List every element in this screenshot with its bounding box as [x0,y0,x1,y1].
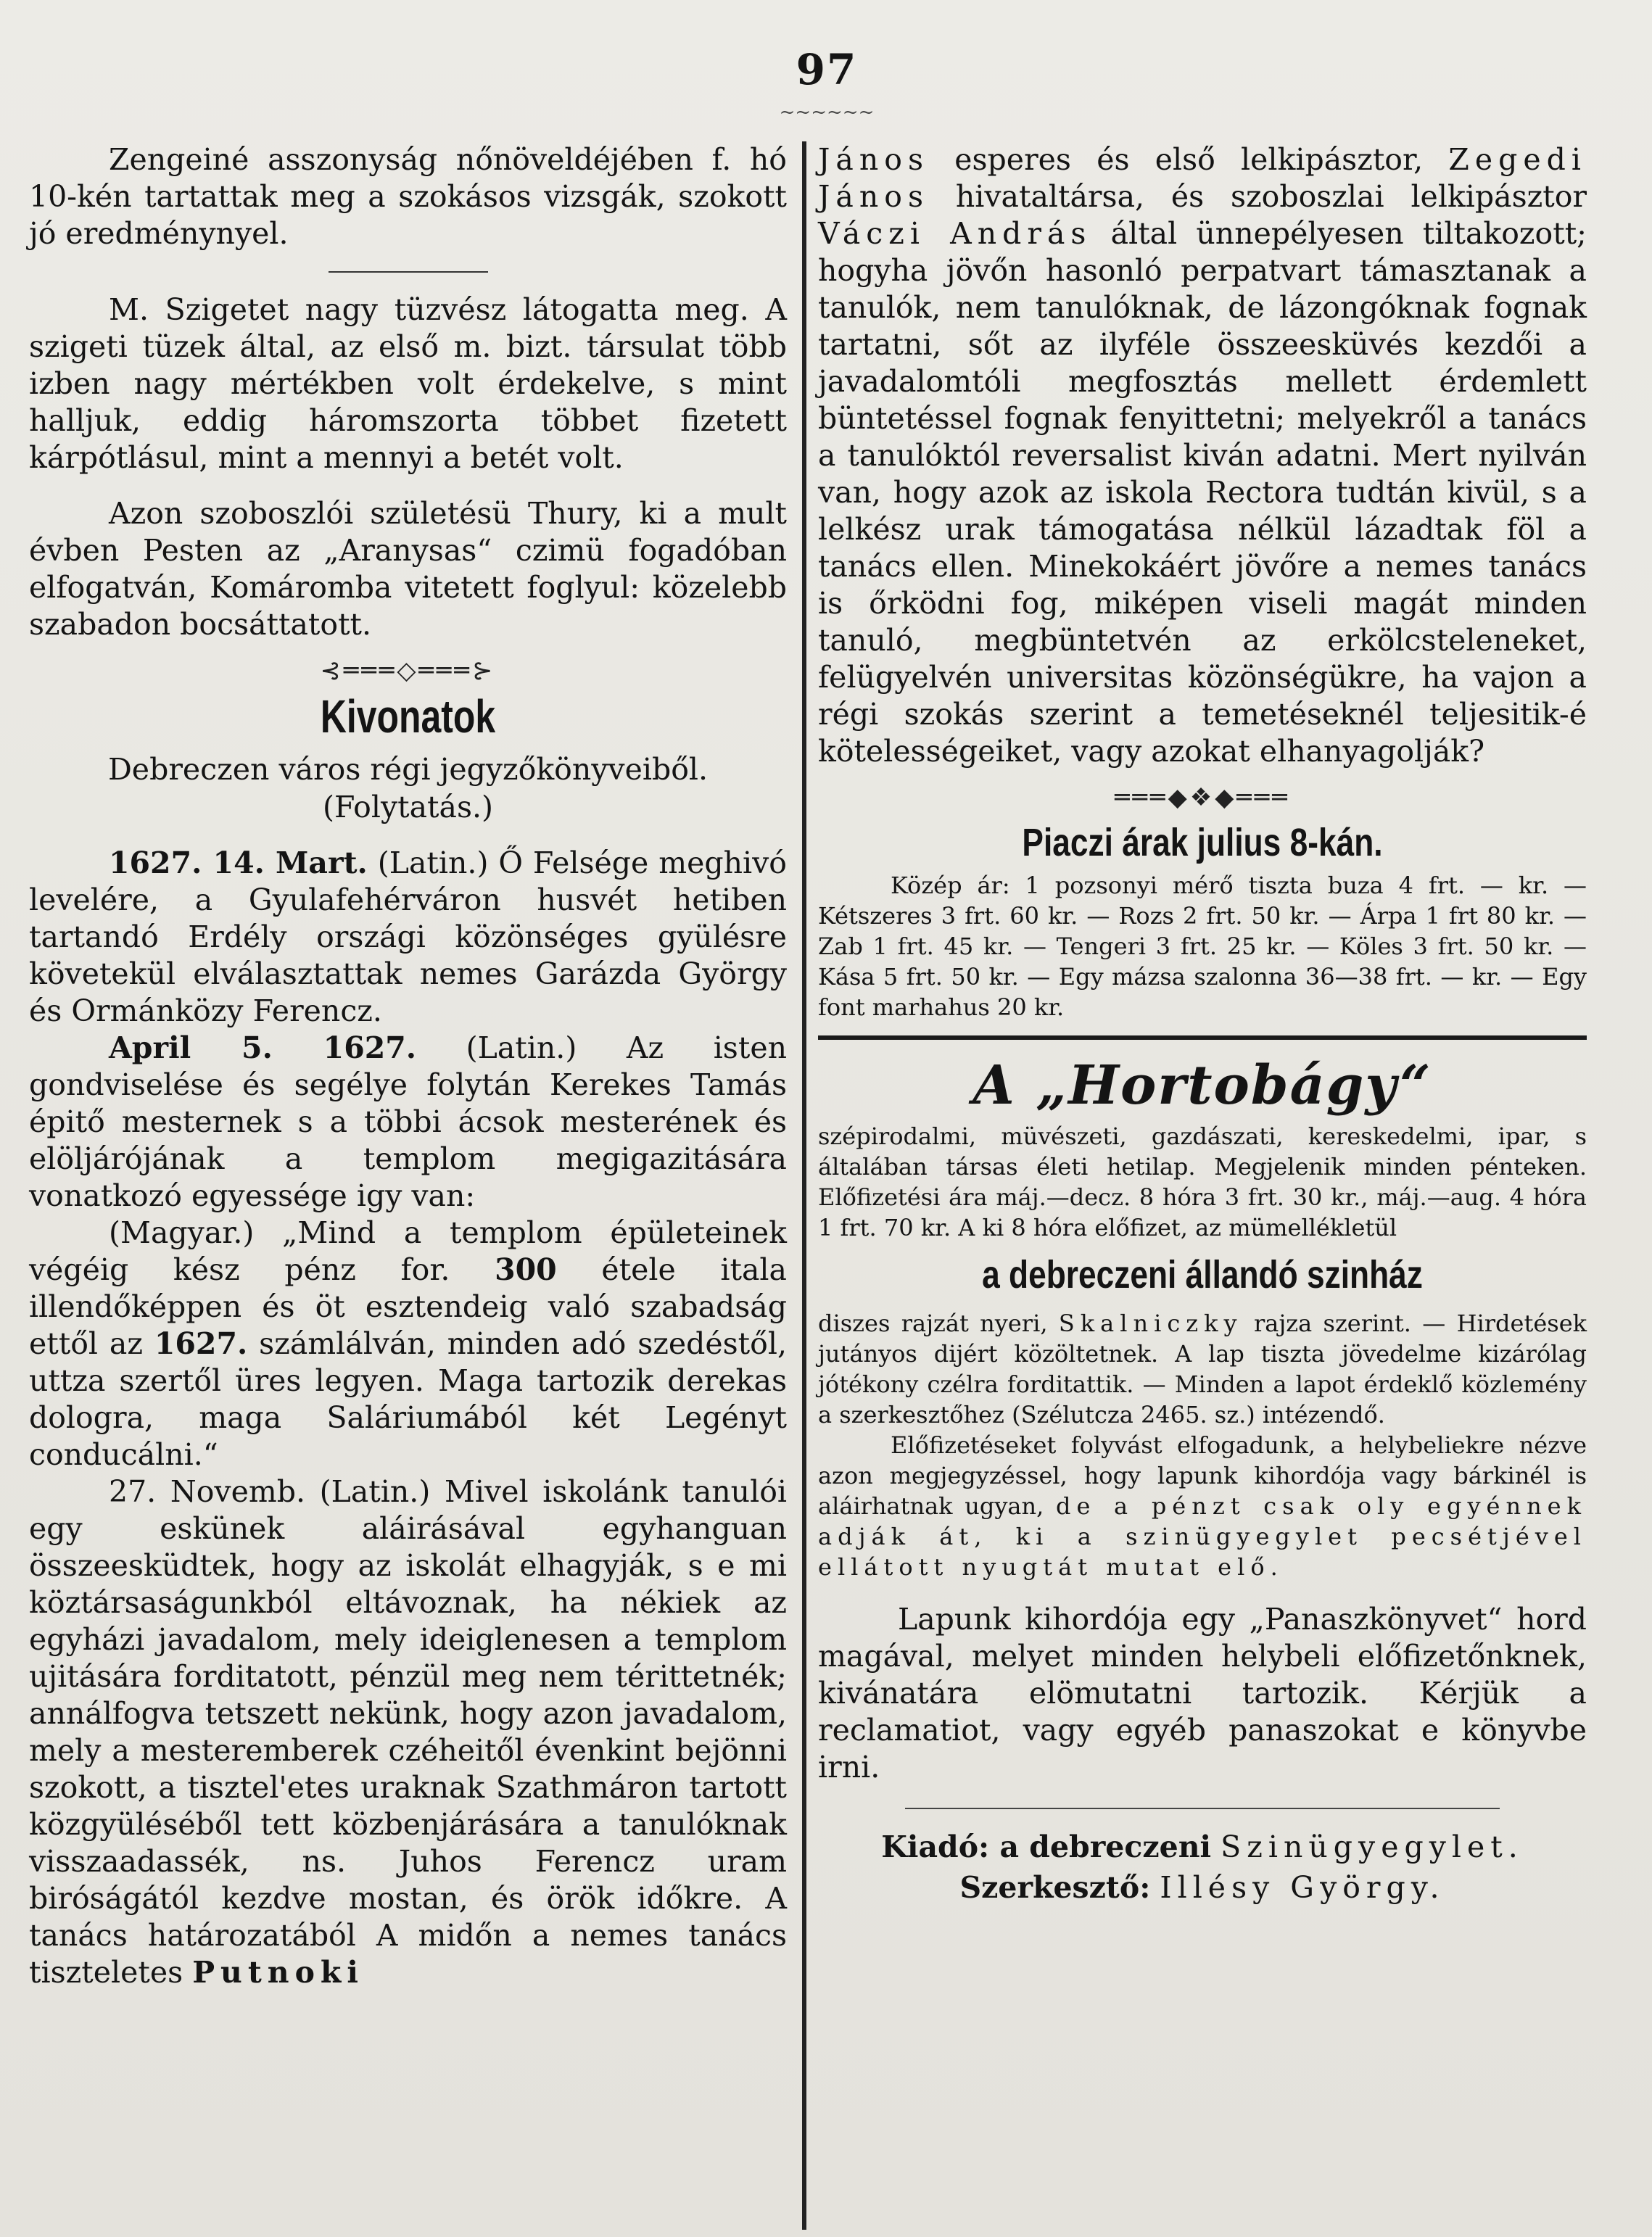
market-prices-heading: Piaczi árak julius 8-kán. [1022,821,1383,864]
complaint-book-note: Lapunk kihordója egy „Panaszkönyvet“ hord magával, melyet minden helybeli előfizetőnknek, kivánatára elömutatni tartozik. Kérjük a reclamatiot, vagy egyéb panaszokat e könyvbe irni. [818,1602,1587,1785]
column-divider [802,141,806,2230]
news-item-exams: Zengeiné asszonyság nőnöveldéjében f. hó 10-kén tartattak meg a szokásos vizsgák, szokott jó eredménynyel. [29,142,787,251]
subscription-note: Előfizetéseket folyvást elfogadunk, a helybeliekre nézve azon megjegyzéssel, hogy lapunk kihordója vagy bárkinél is aláirhatnak ugyan, de a pénzt csak oly egyénnek adják át, ki a szinügyegylet pecsétjével ellátott nyugtát mutat elő. [818,1431,1587,1581]
record-november: 27. Novemb. (Latin.) Mivel iskolánk tanulói egy eskünek aláirásával egyhanguan összeesküdtek, hogy az iskolát elhagyják, s e mi köztársaságunkból eltávoznak, ha nékiek az egyházi javadalom, mely ideiglenesen a templom ujitására forditatott, pénzül meg nem térittetnék; annálfogva tetszett nekünk, hogy azon javadalom, mely a mesteremberek czéheitől évenkint bejönni szokott, a tisztel'etes uraknak Szathmáron tartott közgyüléséből tett közbenjárására a tanulóknak visszaadassék, ns. Juhos Ferencz uram biróságától kezdve mostan, és örök időkre. A tanács határozatából A midőn a nemes tanács tiszteletes Putnoki [29,1474,787,1990]
section-heading: Kivonatok [320,690,496,743]
section-subheading: Debreczen város régi jegyzőkönyveiből. [107,752,709,787]
ornament-divider: ⊰═══◇═══⊱ [320,656,496,685]
record-continuation: János esperes és első lelkipásztor, Zegedi János hivataltársa, és szoboszlai lelkipásztor Váczi András által ünnepélyesen tiltakozott; hogyha jövőn hasonló perpatvart támasztanak a tanulók, nem tanulóknak, de lázongóknak fognak tartatni, sőt az ilyféle összeesküvés kezdői a javadalomtóli megfosztás mellett érdemlett büntetéssel fognak fenyittetni; melyekről a tanács a tanulóktól reversalist kiván adatni. Mert nyilván van, hogy azok az iskola Rectora tudtán kivül, s a lelkész urak támogatása nélkül lázadtak föl a tanács ellen. Minekokáért jövőre a nemes tanács is őrködni fog, miképen viseli magát minden tanuló, megbüntetvén az erkölcsteleneket, felügyelvén universitas közönségükre, ha vajon a régi szokás szerint a temetéseknél teljesitik-é kötelességeiket, vagy azokat elhanyagolják? [818,142,1587,769]
section-continuation: (Folytatás.) [322,790,494,824]
record-hungarian-quote: (Magyar.) „Mind a templom épületeinek végéig kész pénz for. 300 étele itala illendőképpen és öt esztendeig való szabadság ettől az 1627. számlálván, minden adó szedéstől, uttza szertől üres legyen. Maga tartozik derekas dologra, maga Saláriumából két Legényt conducálni.“ [29,1215,787,1472]
record-text: (Latin.) Ő Felsége meghivó levelére, a Gyulafehérváron husvét hetiben tartandó Erdély országi közönséges gyülésre követekül elválasztattak nemes Garázda György és Ormánközy Ferencz. [29,845,787,1028]
record-date: 1627. 14. Mart. [109,845,368,880]
theatre-heading: a debreczeni állandó szinház [982,1253,1423,1297]
record-1627-march [29,845,787,1030]
record-date: April 5. 1627. [109,1030,417,1065]
newspaper-description: szépirodalmi, müvészeti, gazdászati, kereskedelmi, ipar, s általában társas életi hetilap. Megjelenik minden pénteken. Előfizetési ára máj.—decz. 8 hóra 3 frt. 30 kr., máj.—aug. 4 hóra 1 frt. 70 kr. A ki 8 hóra előfizet, az mümellékletül [818,1122,1587,1241]
page-number: 97 [796,45,858,94]
publisher-line: Kiadó: a debreczeni Szinügyegylet. [881,1829,1524,1864]
ornament-divider: ═══◆❖◆═══ [1115,783,1290,812]
news-item-thury: Azon szoboszlói születésü Thury, ki a mult évben Pesten az „Aranysas“ czimü fogadóban elfogatván, Komáromba vitetett foglyul: közelebb szabadon bocsáttatott. [29,496,787,642]
record-text: (Latin.) Az isten gondviselése és segélye folytán Kerekes Tamás épitő mesternek s a többi ácsok mesterének és elöljárójának a templom megigazitására vonatkozó egyessége igy van: [29,1030,787,1213]
newspaper-title: A „Hortobágy“ [972,1054,1432,1117]
page-number-ornament: ~~~~~~ [779,102,875,123]
record-1627-april [29,1030,787,1215]
thin-rule [905,1808,1500,1809]
market-prices-text: Közép ár: 1 pozsonyi mérő tiszta buza 4 frt. — kr. — Kétszeres 3 frt. 60 kr. — Rozs 2 frt. 50 kr. — Árpa 1 frt 80 kr. — Zab 1 frt. 45 kr. — Tengeri 3 frt. 25 kr. — Köles 3 frt. 50 kr. — Kása 5 frt. 50 kr. — Egy mázsa szalonna 36—38 frt. — kr. — Egy font marhahus 20 kr. [818,872,1587,1021]
separator [329,271,488,273]
left-column [29,141,787,1991]
editor-line: Szerkesztő: Illésy György. [959,1870,1445,1905]
heavy-rule [818,1035,1587,1040]
news-item-fire: M. Szigetet nagy tüzvész látogatta meg. A szigeti tüzek által, az első m. bizt. társulat több izben nagy mértékben volt érdekelve, s mint halljuk, eddig háromszorta többet fizetett kárpótlásul, mint a mennyi a betét volt. [29,292,787,475]
right-column [818,141,1587,1908]
advert-text: diszes rajzát nyeri, Skalniczky rajza szerint. — Hirdetések jutányos dijért közöltetnek. A lap tiszta jövedelme kizárólag jótékony czélra forditattik. — Minden a lapot érdeklő közlemény a szerkesztőhez (Szélutcza 2465. sz.) intézendő. [818,1310,1587,1428]
